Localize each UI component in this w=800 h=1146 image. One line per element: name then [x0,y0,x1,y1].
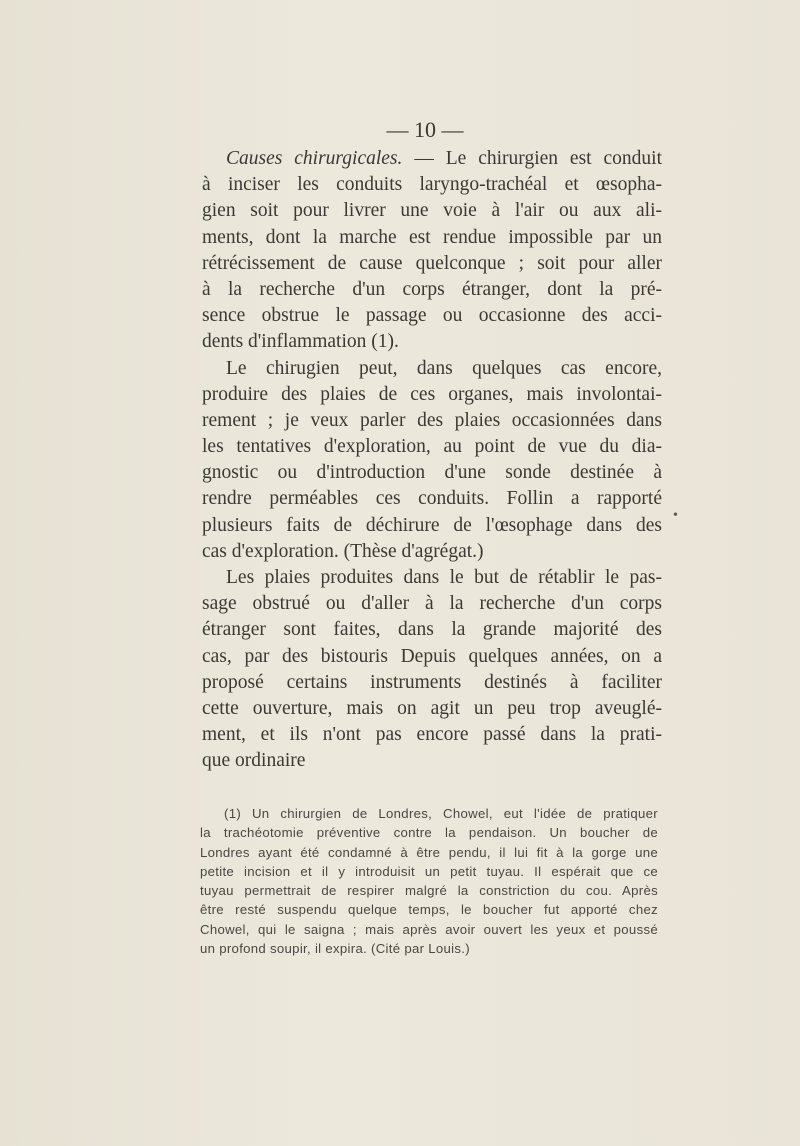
footnote-line [200,920,658,939]
body-line-text: cette ouverture, mais on agit un peu trop aveuglé- [202,697,662,719]
body-line-text: rétrécissement de cause quelconque ; soit pour aller [202,252,662,274]
body-line-text: ment, et ils n'ont pas encore passé dans la prati- [202,724,662,746]
footnote [200,804,658,958]
body-line-text: gien soit pour livrer une voie à l'air ou aux ali- [202,200,662,222]
body-line-text: rendre perméables ces conduits. Follin a rapporté [202,488,662,510]
body-line [202,277,662,303]
body-line-text: produire des plaies de ces organes, mais involontai- [202,383,662,405]
page-number: — 10 — [386,117,464,142]
footnote-line-text: tuyau permettrait de respirer malgré la constriction du cou. Après [200,883,658,899]
body-line [202,486,662,512]
footnote-line [200,843,658,862]
body-line-text: proposé certains instruments destinés à faciliter [202,671,662,693]
body-line [202,644,662,670]
body-line [202,434,662,460]
footnote-line [200,881,658,900]
body-line [202,172,662,198]
footnote-line [200,862,658,881]
body-line-text: dents d'inflammation (1). [202,331,399,353]
footnote-line [200,804,658,823]
body-line [202,748,662,774]
body-line [202,408,662,434]
body-line-text: gnostic ou d'introduction d'une sonde destinée à [202,462,662,484]
footnote-line-text: (1) Un chirurgien de Londres, Chowel, eut l'idée de pratiquer [224,806,658,821]
body-line [202,565,662,591]
footnote-line [200,823,658,842]
body-line-text: cas, par des bistouris Depuis quelques années, on a [202,645,662,667]
body-line-text: les tentatives d'exploration, au point de vue du dia- [202,436,662,458]
body-line-text: rement ; je veux parler des plaies occasionnées dans [202,409,662,431]
body-line-text: à la recherche d'un corps étranger, dont la pré- [202,278,662,300]
body-line [202,513,662,539]
margin-mark: • [673,508,678,523]
body-line [202,460,662,486]
body-line-text: — Le chirurgien est conduit [402,148,663,169]
body-line [202,382,662,408]
body-line [202,146,662,172]
body-italic-lead: Causes chirurgicales. [226,148,403,169]
footnote-line-text: Chowel, qui le saigna ; mais après avoir ouvert les yeux et poussé [200,921,658,937]
body-line-text: sage obstrué ou d'aller à la recherche d'un corps [202,593,662,615]
footnote-line-text: la trachéotomie préventive contre la pendaison. Un boucher de [200,825,658,841]
body-line [202,617,662,643]
main-text [202,146,662,775]
body-line-text: que ordinaire [202,750,306,772]
body-line-text: à inciser les conduits laryngo-trachéal et œsopha- [202,174,662,196]
body-line-text: Le chirugien peut, dans quelques cas encore, [226,357,662,379]
body-line [202,251,662,277]
body-line-text: Les plaies produites dans le but de rétablir le pas- [226,567,662,588]
body-line [202,225,662,251]
body-line-text: étranger sont faites, dans la grande majorité des [202,619,662,641]
body-line-text: sence obstrue le passage ou occasionne des acci- [202,305,662,327]
body-line-text: plusieurs faits de déchirure de l'œsophage dans des [202,514,662,536]
body-line [202,198,662,224]
footnote-line-text: être resté suspendu quelque temps, le boucher fut apporté chez [200,902,658,918]
body-line-text: cas d'exploration. (Thèse d'agrégat.) [202,540,484,562]
footnote-line [200,900,658,919]
body-line [202,356,662,382]
body-line [202,303,662,329]
footnote-line-text: petite incision et il y introduisit un petit tuyau. Il espérait que ce [200,863,658,879]
body-line [202,591,662,617]
body-line [202,329,662,355]
body-line [202,670,662,696]
body-line-text: ments, dont la marche est rendue impossible par un [202,226,662,248]
body-line [202,696,662,722]
footnote-line-text: Londres ayant été condamné à être pendu, il lui fit à la gorge une [200,844,658,860]
footnote-line [200,939,658,958]
body-line [202,722,662,748]
body-line [202,539,662,565]
footnote-line-text: un profond soupir, il expira. (Cité par Louis.) [200,941,470,957]
